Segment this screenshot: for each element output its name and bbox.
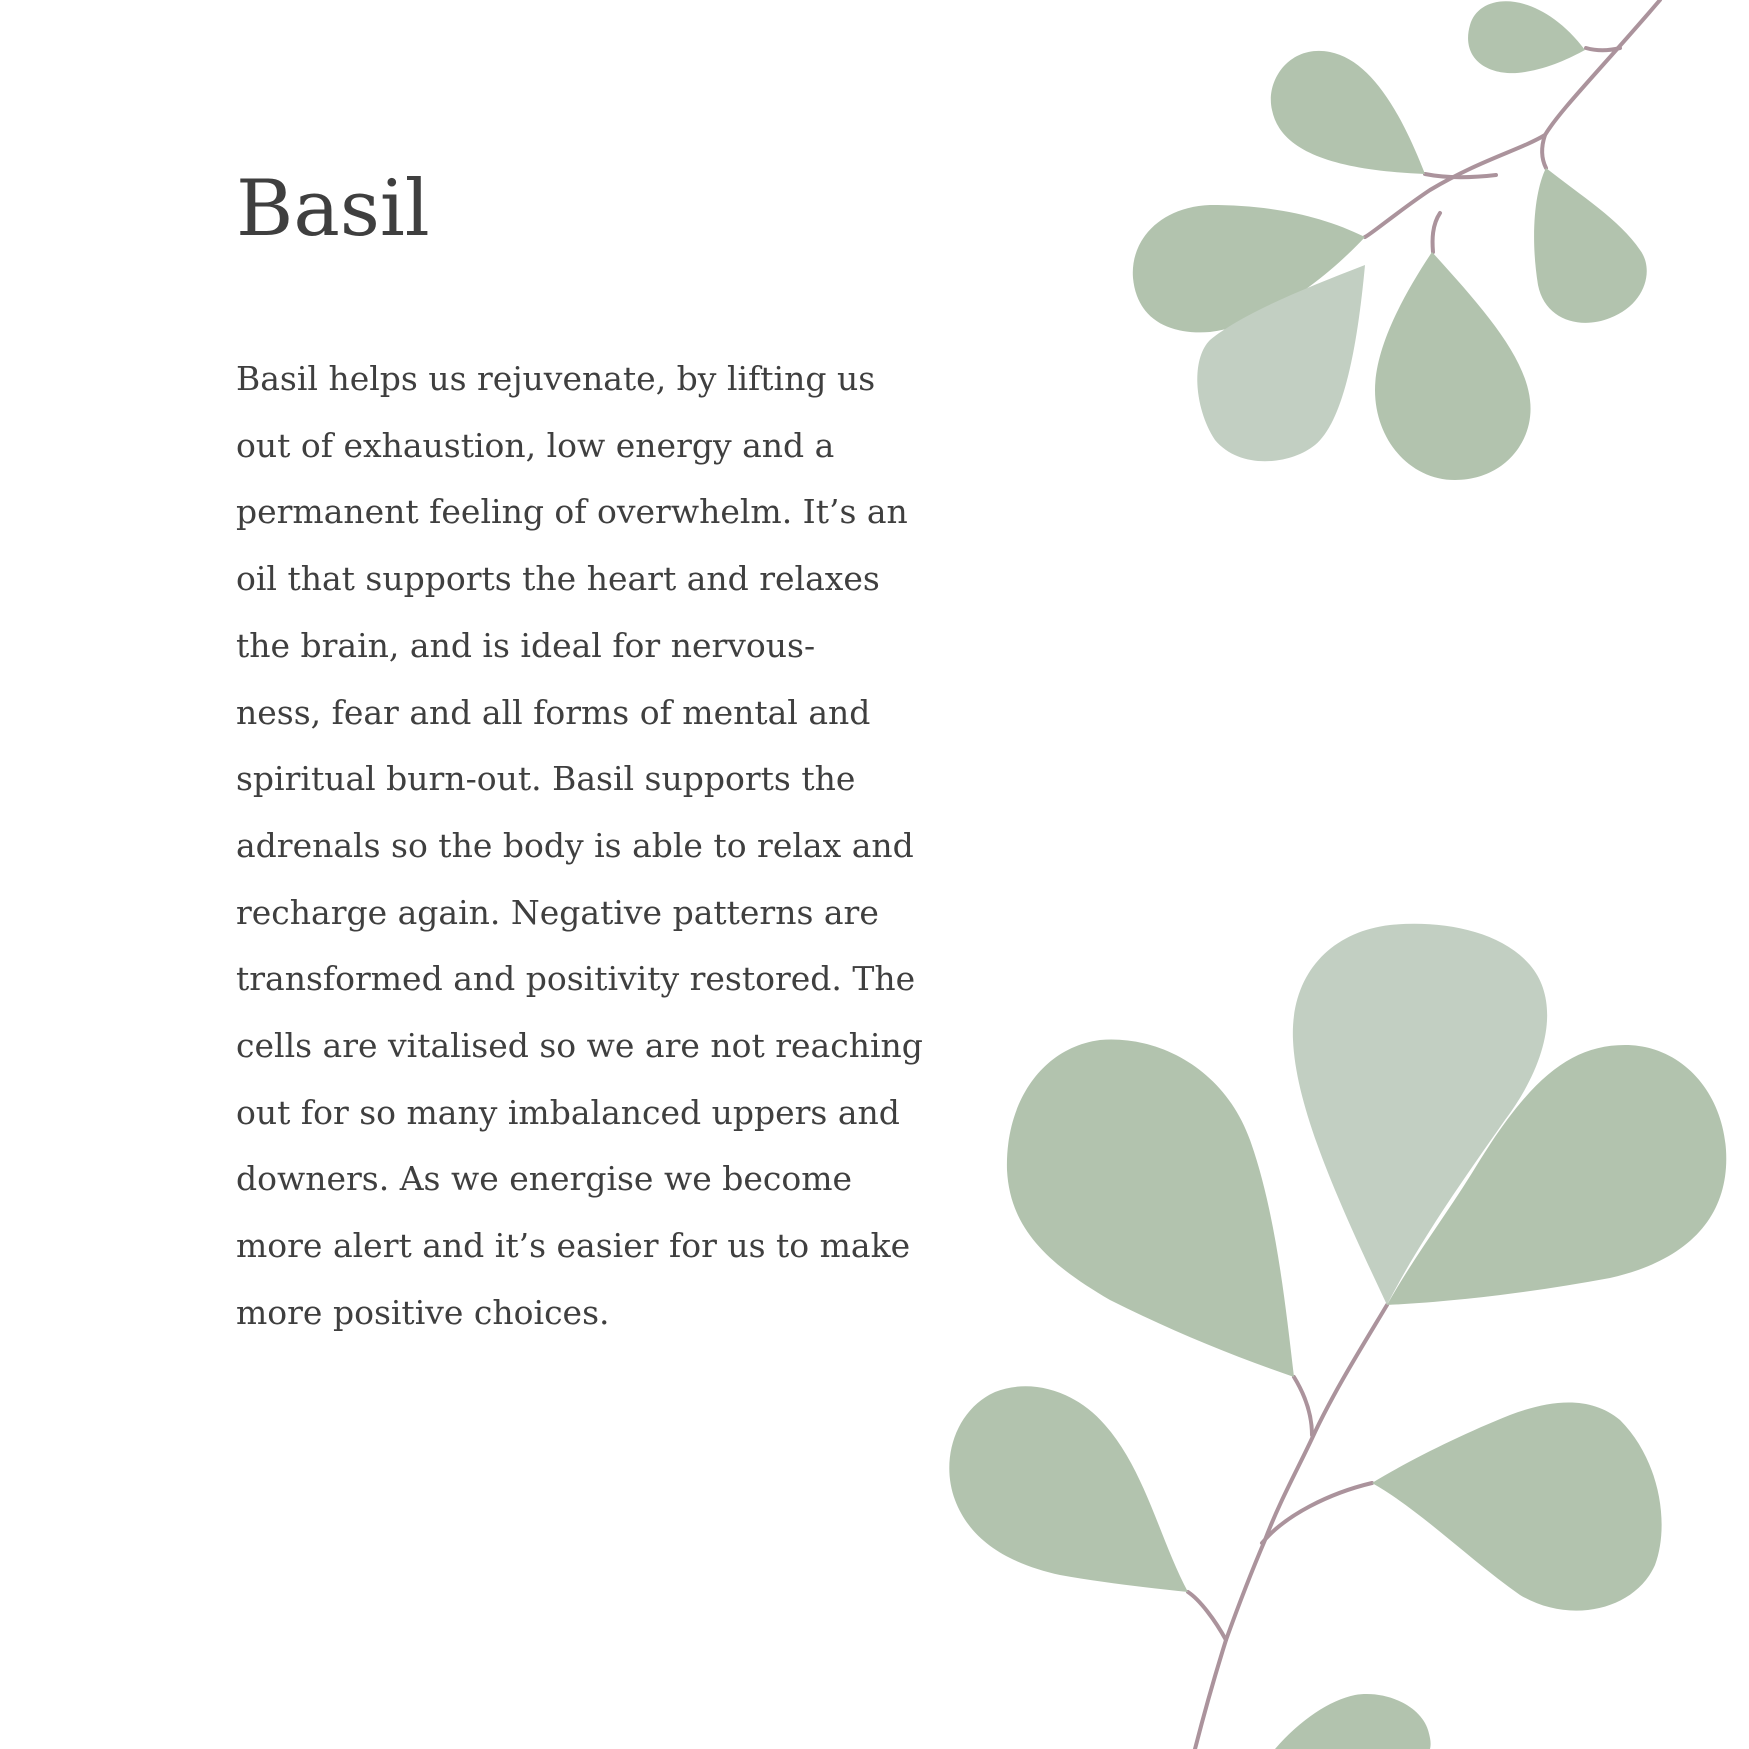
leaf-icon: [1271, 51, 1425, 174]
leaf-icon: [1387, 1045, 1726, 1305]
body-line: cells are vitalised so we are not reaching: [236, 1026, 923, 1066]
leaf-icon: [949, 1386, 1188, 1592]
leaf-icon: [1293, 924, 1547, 1305]
bottom-branch-icon: [949, 924, 1726, 1749]
leaf-icon: [1372, 1403, 1662, 1611]
leaf-icon: [1133, 205, 1365, 332]
leaf-icon: [1468, 1, 1585, 73]
body-line: Basil helps us rejuvenate, by lifting us: [236, 359, 876, 398]
leaf-icon: [1197, 265, 1365, 461]
leaf-icon: [1007, 1040, 1294, 1377]
body-line: permanent feeling of overwhelm. It’s an: [236, 492, 908, 532]
page-title: Basil: [236, 164, 430, 254]
body-line: recharge again. Negative patterns are: [236, 892, 879, 932]
leaf-icon: [1275, 1694, 1431, 1749]
body-line: transformed and positivity restored. The: [236, 959, 916, 999]
top-branch-stem: [1365, 0, 1660, 237]
body-line: more positive choices.: [236, 1292, 610, 1332]
bottom-branch-twig: [1188, 1592, 1226, 1640]
bottom-branch-twig: [1294, 1377, 1312, 1435]
body-line: downers. As we energise we become: [236, 1159, 853, 1199]
body-line: more alert and it’s easier for us to make: [236, 1226, 911, 1266]
leaf-icon: [1534, 168, 1647, 323]
top-branch-twig: [1425, 174, 1496, 177]
bottom-branch-stem: [1195, 1305, 1387, 1749]
top-branch-icon: [1133, 0, 1660, 480]
bottom-branch-twig: [1262, 1483, 1372, 1543]
body-line: ness, fear and all forms of mental and: [236, 692, 871, 732]
body-line: spiritual burn-out. Basil supports the: [236, 759, 856, 799]
top-branch-twig: [1542, 135, 1546, 168]
leaf-icon: [1375, 252, 1531, 480]
body-line: oil that supports the heart and relaxes: [236, 559, 880, 599]
body-paragraph: [236, 346, 976, 1347]
body-line: adrenals so the body is able to relax and: [236, 825, 914, 865]
body-line: the brain, and is ideal for nervous-: [236, 625, 816, 665]
body-line: out for so many imbalanced uppers and: [236, 1092, 900, 1132]
top-branch-twig: [1433, 213, 1440, 252]
body-line: out of exhaustion, low energy and a: [236, 425, 835, 465]
top-branch-twig: [1586, 48, 1620, 50]
